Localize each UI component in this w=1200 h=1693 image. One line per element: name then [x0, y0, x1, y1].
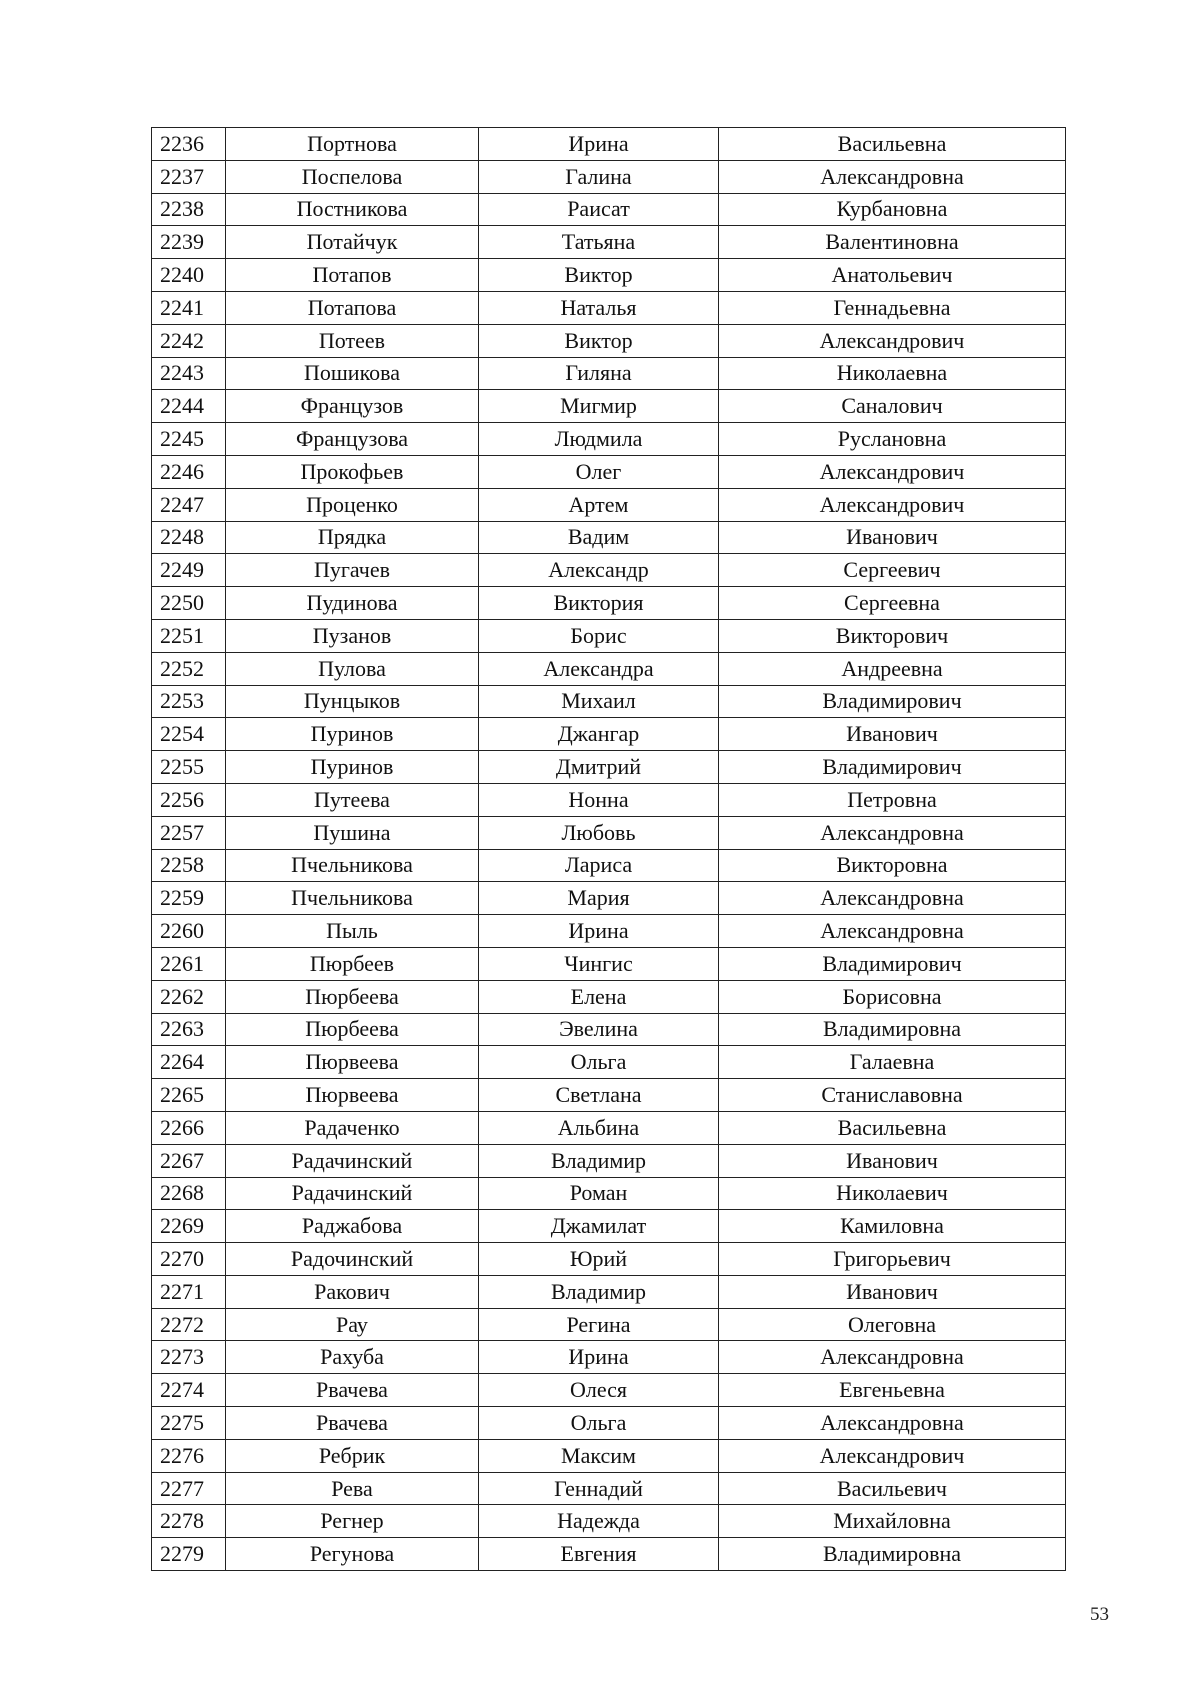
row-number-cell: 2257 [152, 816, 226, 849]
patronymic-cell: Александровна [719, 816, 1066, 849]
row-number-cell: 2262 [152, 980, 226, 1013]
first-name-cell: Виктор [479, 324, 719, 357]
row-number-cell: 2249 [152, 554, 226, 587]
surname-cell: Портнова [226, 128, 479, 161]
patronymic-cell: Васильевна [719, 1111, 1066, 1144]
surname-cell: Пыль [226, 915, 479, 948]
surname-cell: Пунцыков [226, 685, 479, 718]
patronymic-cell: Александровна [719, 1341, 1066, 1374]
surname-cell: Пуринов [226, 751, 479, 784]
surname-cell: Постникова [226, 193, 479, 226]
surname-cell: Радаченко [226, 1111, 479, 1144]
row-number-cell: 2278 [152, 1505, 226, 1538]
patronymic-cell: Олеговна [719, 1308, 1066, 1341]
row-number-cell: 2271 [152, 1275, 226, 1308]
first-name-cell: Максим [479, 1439, 719, 1472]
surname-cell: Поспелова [226, 160, 479, 193]
row-number-cell: 2254 [152, 718, 226, 751]
surname-cell: Пудинова [226, 587, 479, 620]
surname-cell: Пушина [226, 816, 479, 849]
row-number-cell: 2276 [152, 1439, 226, 1472]
table-row [152, 718, 1066, 751]
surname-cell: Потеев [226, 324, 479, 357]
patronymic-cell: Григорьевич [719, 1243, 1066, 1276]
table-row [152, 1341, 1066, 1374]
surname-cell: Ребрик [226, 1439, 479, 1472]
first-name-cell: Елена [479, 980, 719, 1013]
row-number-cell: 2244 [152, 390, 226, 423]
table-row [152, 1275, 1066, 1308]
first-name-cell: Наталья [479, 291, 719, 324]
row-number-cell: 2258 [152, 849, 226, 882]
first-name-cell: Виктор [479, 259, 719, 292]
row-number-cell: 2255 [152, 751, 226, 784]
patronymic-cell: Геннадьевна [719, 291, 1066, 324]
patronymic-cell: Сергеевна [719, 587, 1066, 620]
table-row [152, 1505, 1066, 1538]
table-row [152, 1374, 1066, 1407]
patronymic-cell: Иванович [719, 521, 1066, 554]
table-row [152, 915, 1066, 948]
table-row [152, 128, 1066, 161]
patronymic-cell: Александровна [719, 915, 1066, 948]
table-row [152, 455, 1066, 488]
first-name-cell: Надежда [479, 1505, 719, 1538]
first-name-cell: Галина [479, 160, 719, 193]
patronymic-cell: Васильевна [719, 128, 1066, 161]
first-name-cell: Раисат [479, 193, 719, 226]
row-number-cell: 2270 [152, 1243, 226, 1276]
patronymic-cell: Борисовна [719, 980, 1066, 1013]
first-name-cell: Вадим [479, 521, 719, 554]
surname-cell: Пулова [226, 652, 479, 685]
surname-cell: Пошикова [226, 357, 479, 390]
name-list-table [151, 127, 1066, 1571]
first-name-cell: Александр [479, 554, 719, 587]
table-row [152, 357, 1066, 390]
patronymic-cell: Николаевич [719, 1177, 1066, 1210]
table-row [152, 882, 1066, 915]
table-row [152, 521, 1066, 554]
first-name-cell: Ольга [479, 1046, 719, 1079]
first-name-cell: Татьяна [479, 226, 719, 259]
table-row [152, 783, 1066, 816]
surname-cell: Пуринов [226, 718, 479, 751]
row-number-cell: 2267 [152, 1144, 226, 1177]
patronymic-cell: Станиславовна [719, 1079, 1066, 1112]
patronymic-cell: Евгеньевна [719, 1374, 1066, 1407]
first-name-cell: Любовь [479, 816, 719, 849]
row-number-cell: 2241 [152, 291, 226, 324]
table-row [152, 751, 1066, 784]
row-number-cell: 2279 [152, 1538, 226, 1571]
table-row [152, 488, 1066, 521]
table-row [152, 423, 1066, 456]
table-row [152, 685, 1066, 718]
patronymic-cell: Александрович [719, 324, 1066, 357]
surname-cell: Французов [226, 390, 479, 423]
table-row [152, 390, 1066, 423]
row-number-cell: 2275 [152, 1407, 226, 1440]
table-row [152, 980, 1066, 1013]
row-number-cell: 2240 [152, 259, 226, 292]
table-row [152, 259, 1066, 292]
first-name-cell: Альбина [479, 1111, 719, 1144]
row-number-cell: 2237 [152, 160, 226, 193]
patronymic-cell: Александровна [719, 882, 1066, 915]
table-row [152, 554, 1066, 587]
row-number-cell: 2256 [152, 783, 226, 816]
table-row [152, 1538, 1066, 1571]
table-row [152, 1177, 1066, 1210]
first-name-cell: Ольга [479, 1407, 719, 1440]
table-row [152, 291, 1066, 324]
table-row [152, 160, 1066, 193]
table-row [152, 619, 1066, 652]
row-number-cell: 2272 [152, 1308, 226, 1341]
surname-cell: Прядка [226, 521, 479, 554]
first-name-cell: Эвелина [479, 1013, 719, 1046]
surname-cell: Регунова [226, 1538, 479, 1571]
patronymic-cell: Галаевна [719, 1046, 1066, 1079]
patronymic-cell: Курбановна [719, 193, 1066, 226]
first-name-cell: Регина [479, 1308, 719, 1341]
patronymic-cell: Михайловна [719, 1505, 1066, 1538]
patronymic-cell: Саналович [719, 390, 1066, 423]
patronymic-cell: Владимирович [719, 751, 1066, 784]
first-name-cell: Виктория [479, 587, 719, 620]
row-number-cell: 2263 [152, 1013, 226, 1046]
first-name-cell: Джамилат [479, 1210, 719, 1243]
surname-cell: Прокофьев [226, 455, 479, 488]
row-number-cell: 2238 [152, 193, 226, 226]
table-row [152, 1308, 1066, 1341]
patronymic-cell: Николаевна [719, 357, 1066, 390]
surname-cell: Раджабова [226, 1210, 479, 1243]
first-name-cell: Светлана [479, 1079, 719, 1112]
surname-cell: Пюрвеева [226, 1046, 479, 1079]
patronymic-cell: Камиловна [719, 1210, 1066, 1243]
first-name-cell: Чингис [479, 947, 719, 980]
patronymic-cell: Александрович [719, 455, 1066, 488]
row-number-cell: 2245 [152, 423, 226, 456]
first-name-cell: Владимир [479, 1275, 719, 1308]
patronymic-cell: Владимировна [719, 1538, 1066, 1571]
surname-cell: Пюрбеева [226, 1013, 479, 1046]
first-name-cell: Ирина [479, 915, 719, 948]
surname-cell: Пугачев [226, 554, 479, 587]
row-number-cell: 2252 [152, 652, 226, 685]
surname-cell: Регнер [226, 1505, 479, 1538]
surname-cell: Рахуба [226, 1341, 479, 1374]
row-number-cell: 2248 [152, 521, 226, 554]
table-row [152, 226, 1066, 259]
surname-cell: Пузанов [226, 619, 479, 652]
row-number-cell: 2274 [152, 1374, 226, 1407]
first-name-cell: Лариса [479, 849, 719, 882]
patronymic-cell: Александровна [719, 1407, 1066, 1440]
first-name-cell: Ирина [479, 128, 719, 161]
first-name-cell: Олеся [479, 1374, 719, 1407]
surname-cell: Рвачева [226, 1374, 479, 1407]
table-row [152, 193, 1066, 226]
surname-cell: Путеева [226, 783, 479, 816]
first-name-cell: Нонна [479, 783, 719, 816]
patronymic-cell: Сергеевич [719, 554, 1066, 587]
first-name-cell: Борис [479, 619, 719, 652]
row-number-cell: 2243 [152, 357, 226, 390]
patronymic-cell: Викторовна [719, 849, 1066, 882]
first-name-cell: Гиляна [479, 357, 719, 390]
first-name-cell: Мигмир [479, 390, 719, 423]
surname-cell: Рева [226, 1472, 479, 1505]
patronymic-cell: Васильевич [719, 1472, 1066, 1505]
patronymic-cell: Александровна [719, 160, 1066, 193]
surname-cell: Радочинский [226, 1243, 479, 1276]
table-row [152, 1111, 1066, 1144]
patronymic-cell: Иванович [719, 718, 1066, 751]
first-name-cell: Артем [479, 488, 719, 521]
patronymic-cell: Валентиновна [719, 226, 1066, 259]
patronymic-cell: Владимирович [719, 947, 1066, 980]
surname-cell: Пюрвеева [226, 1079, 479, 1112]
row-number-cell: 2236 [152, 128, 226, 161]
row-number-cell: 2246 [152, 455, 226, 488]
table-row [152, 1472, 1066, 1505]
patronymic-cell: Иванович [719, 1275, 1066, 1308]
first-name-cell: Геннадий [479, 1472, 719, 1505]
surname-cell: Потайчук [226, 226, 479, 259]
first-name-cell: Ирина [479, 1341, 719, 1374]
table-row [152, 652, 1066, 685]
page-number: 53 [1090, 1604, 1109, 1625]
table-row [152, 849, 1066, 882]
first-name-cell: Евгения [479, 1538, 719, 1571]
table-row [152, 1046, 1066, 1079]
patronymic-cell: Руслановна [719, 423, 1066, 456]
patronymic-cell: Петровна [719, 783, 1066, 816]
row-number-cell: 2253 [152, 685, 226, 718]
table-row [152, 1079, 1066, 1112]
row-number-cell: 2264 [152, 1046, 226, 1079]
table-row [152, 587, 1066, 620]
table-row [152, 816, 1066, 849]
table-row [152, 1439, 1066, 1472]
row-number-cell: 2265 [152, 1079, 226, 1112]
patronymic-cell: Владимирович [719, 685, 1066, 718]
surname-cell: Пюрбеев [226, 947, 479, 980]
surname-cell: Пчельникова [226, 849, 479, 882]
surname-cell: Проценко [226, 488, 479, 521]
first-name-cell: Мария [479, 882, 719, 915]
first-name-cell: Дмитрий [479, 751, 719, 784]
first-name-cell: Олег [479, 455, 719, 488]
row-number-cell: 2250 [152, 587, 226, 620]
row-number-cell: 2268 [152, 1177, 226, 1210]
table-row [152, 1243, 1066, 1276]
surname-cell: Рау [226, 1308, 479, 1341]
row-number-cell: 2269 [152, 1210, 226, 1243]
table-row [152, 947, 1066, 980]
row-number-cell: 2266 [152, 1111, 226, 1144]
row-number-cell: 2239 [152, 226, 226, 259]
surname-cell: Пюрбеева [226, 980, 479, 1013]
surname-cell: Французова [226, 423, 479, 456]
row-number-cell: 2261 [152, 947, 226, 980]
first-name-cell: Юрий [479, 1243, 719, 1276]
first-name-cell: Александра [479, 652, 719, 685]
surname-cell: Рвачева [226, 1407, 479, 1440]
table-row [152, 1210, 1066, 1243]
surname-cell: Пчельникова [226, 882, 479, 915]
row-number-cell: 2247 [152, 488, 226, 521]
patronymic-cell: Викторович [719, 619, 1066, 652]
patronymic-cell: Андреевна [719, 652, 1066, 685]
surname-cell: Потапов [226, 259, 479, 292]
row-number-cell: 2242 [152, 324, 226, 357]
first-name-cell: Роман [479, 1177, 719, 1210]
first-name-cell: Джангар [479, 718, 719, 751]
surname-cell: Ракович [226, 1275, 479, 1308]
patronymic-cell: Владимировна [719, 1013, 1066, 1046]
first-name-cell: Людмила [479, 423, 719, 456]
patronymic-cell: Александрович [719, 1439, 1066, 1472]
patronymic-cell: Александрович [719, 488, 1066, 521]
row-number-cell: 2260 [152, 915, 226, 948]
row-number-cell: 2273 [152, 1341, 226, 1374]
row-number-cell: 2277 [152, 1472, 226, 1505]
first-name-cell: Михаил [479, 685, 719, 718]
first-name-cell: Владимир [479, 1144, 719, 1177]
table-body [152, 128, 1066, 1571]
row-number-cell: 2251 [152, 619, 226, 652]
surname-cell: Потапова [226, 291, 479, 324]
table-row [152, 1013, 1066, 1046]
patronymic-cell: Анатольевич [719, 259, 1066, 292]
patronymic-cell: Иванович [719, 1144, 1066, 1177]
table-row [152, 1144, 1066, 1177]
table-row [152, 1407, 1066, 1440]
row-number-cell: 2259 [152, 882, 226, 915]
surname-cell: Радачинский [226, 1177, 479, 1210]
surname-cell: Радачинский [226, 1144, 479, 1177]
table-row [152, 324, 1066, 357]
